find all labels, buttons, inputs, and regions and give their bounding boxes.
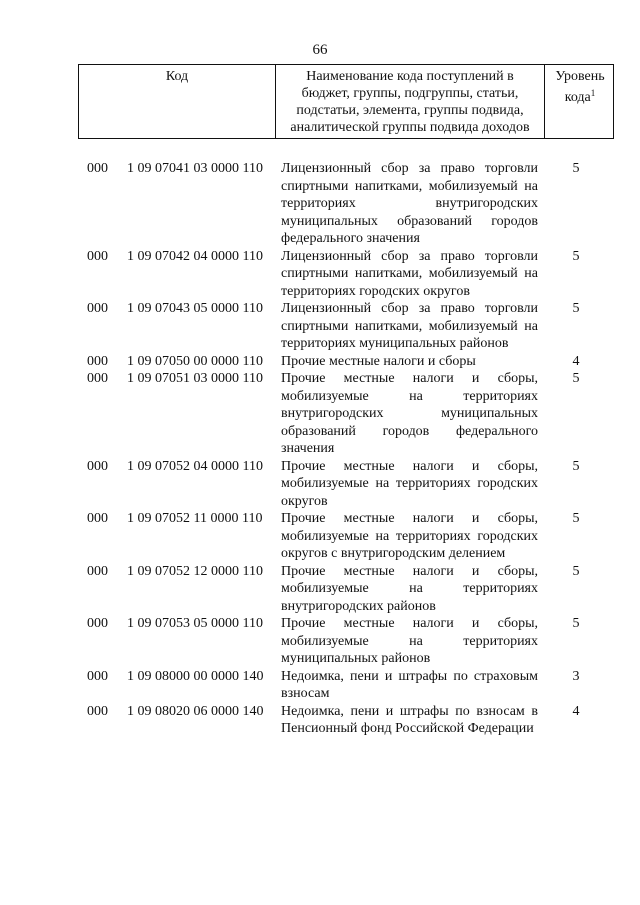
row-prefix: 000 [87,301,108,316]
row-code: 1 09 07043 05 0000 110 [127,301,263,316]
table-row [0,300,640,353]
row-name: Прочие местные налоги и сборы [281,353,476,369]
row-prefix: 000 [87,511,108,526]
row-code: 1 09 07042 04 0000 110 [127,248,263,264]
table-header [78,64,614,139]
row-code: 1 09 08020 06 0000 140 [127,703,264,719]
header-level-line [545,85,615,106]
header-name-line: аналитической группы подвида доходов [290,120,530,135]
table-row [0,615,640,668]
row-name: Недоимка, пени и штрафы по страховым взносам [281,668,538,701]
table-row [0,703,640,738]
page-number: 66 [312,42,328,58]
header-name-line: подстатьи, элемента, группы подвида, [296,103,524,118]
header-code-cell [79,65,276,138]
row-level: 5 [572,458,580,474]
row-name: Прочие местные налоги и сборы, мобилизуемые на территориях городских округов [281,458,538,509]
table-row [0,248,640,301]
row-name: Прочие местные налоги и сборы, мобилизуемые на территориях муниципальных районов [281,616,538,666]
row-prefix: 000 [87,563,108,579]
row-prefix: 000 [87,616,108,631]
row-level: 4 [572,703,580,719]
row-level: 5 [572,371,580,386]
table-body [0,160,640,738]
header-level-label: кода [564,90,591,105]
table-row [0,458,640,511]
row-code: 1 09 07052 04 0000 110 [127,458,263,474]
row-name: Прочие местные налоги и сборы, мобилизуемые на территориях внутригородских муниципальных образований городов федерального значения [281,371,538,456]
table-row [0,160,640,248]
row-code: 1 09 07052 11 0000 110 [127,511,263,526]
footnote-marker: 1 [590,88,596,98]
row-level: 5 [572,563,580,579]
row-prefix: 000 [87,161,108,176]
row-level: 4 [572,353,580,369]
row-level: 5 [572,616,580,631]
row-prefix: 000 [87,248,108,264]
row-name: Недоимка, пени и штрафы по взносам в Пенсионный фонд Российской Федерации [281,703,538,736]
row-name: Прочие местные налоги и сборы, мобилизуемые на территориях внутригородских районов [281,563,538,614]
header-level-line: Уровень [555,69,605,84]
row-code: 1 09 07052 12 0000 110 [127,563,263,579]
table-row [0,668,640,703]
row-name: Лицензионный сбор за право торговли спиртными напитками, мобилизуемый на территориях внутригородских муниципальных образований городов федерального значения [281,161,538,246]
row-code: 1 09 07053 05 0000 110 [127,616,263,631]
row-level: 5 [572,301,580,316]
header-name-line: бюджет, группы, подгруппы, статьи, [301,86,519,101]
row-level: 5 [572,511,580,526]
table-row [0,563,640,616]
header-name-cell [276,65,545,138]
row-prefix: 000 [87,458,108,474]
table-row [0,510,640,563]
row-name: Прочие местные налоги и сборы, мобилизуемые на территориях городских округов с внутригородским делением [281,511,538,561]
row-level: 5 [572,161,580,176]
header-code-label: Код [165,69,189,84]
row-prefix: 000 [87,353,108,369]
row-code: 1 09 07050 00 0000 110 [127,353,263,369]
row-code: 1 09 08000 00 0000 140 [127,668,264,684]
row-level: 5 [572,248,580,264]
row-prefix: 000 [87,371,108,386]
row-name: Лицензионный сбор за право торговли спиртными напитками, мобилизуемый на территориях городских округов [281,248,538,299]
header-level-cell [545,65,615,138]
row-code: 1 09 07041 03 0000 110 [127,161,263,176]
row-code: 1 09 07051 03 0000 110 [127,371,263,386]
table-row [0,370,640,458]
header-name-line: Наименование кода поступлений в [306,69,514,84]
table-row [0,353,640,371]
row-prefix: 000 [87,703,108,719]
row-level: 3 [572,668,580,684]
row-prefix: 000 [87,668,108,684]
row-name: Лицензионный сбор за право торговли спиртными напитками, мобилизуемый на территориях муниципальных районов [281,301,538,351]
